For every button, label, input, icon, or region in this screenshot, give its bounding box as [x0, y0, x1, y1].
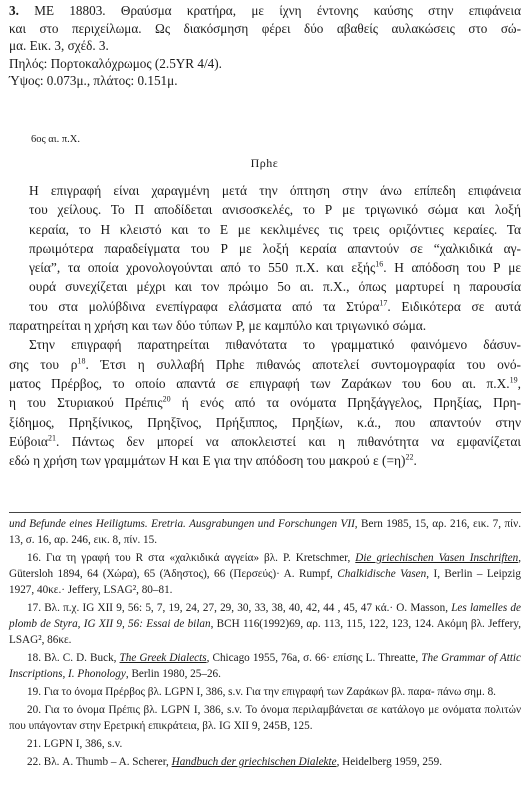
footnotes: [9, 516, 521, 772]
footnote-continuation: [9, 516, 521, 548]
text-fragment: Εύβοια: [9, 433, 48, 449]
footnote-divider: [9, 512, 521, 513]
footnote-ref-20[interactable]: 20: [162, 394, 171, 404]
text-fragment: ή ενός από τα ονόματα Πρηξάγγελος, Πρηξίας, Πρη-: [170, 395, 521, 411]
footnote-21: 21. LGPN I, 386, s.v.: [27, 738, 123, 750]
text-fragment: . Πάντως δεν μπορεί να αποκλειστεί και η πιθανότητα να εμφανίζεται: [55, 433, 521, 449]
date-label: 6ος αι. π.Χ.: [31, 134, 80, 145]
text-fragment: γεία”, τα οποία χρονολογούνται από το 550 π.Χ. και εξής: [29, 260, 376, 276]
footnote-20: 20. Για το όνομα Πρέπις βλ. LGPN I, 386, s.v. Το όνομα περιλαμβάνεται σε κατάλογο με ονόματα πολιτών που υπάγονταν στην Ερετρική επικράτεια, βλ. IG XII 9, 245B, 125.: [9, 704, 521, 732]
footnote-italic: The Grammar of Attic Inscriptions, I. Phonology: [9, 652, 521, 680]
text-line: Στην επιγραφή παρατηρείται πιθανότατα το γραμματικό φαινόμενο δάσυν-: [29, 337, 521, 353]
text-fragment: . Ειδικότερα σε αυτά: [387, 298, 521, 314]
footnote-text: , I, Berlin – Leipzig 1927, 40κε.· Jeffery, LSAG², 80–81.: [9, 568, 522, 596]
footnote-text: 17. Βλ. π.χ. IG XII 9, 56: 5, 7, 19, 24, 27, 29, 30, 33, 38, 40, 42, 44 , 45, 47 κά.· O. Masson,: [27, 602, 452, 614]
text-line: παρατηρείται η χρήση και των δύο τύπων Ρ, με καμπύλο και τριγωνικό σώμα.: [9, 318, 427, 334]
text-fragment: εδώ η χρήση των γραμμάτων Η και Ε για την απόδοση του μακρού ε (=η): [9, 453, 406, 469]
text-line: [9, 393, 521, 412]
text-fragment: ,: [517, 375, 521, 391]
text-line: [9, 374, 521, 393]
footnote-italic: Les lamelles de plomb de Styra, IG XII 9, 56: Essai de bilan: [9, 602, 521, 630]
text-line: [9, 432, 521, 451]
footnote-text: 16. Για τη γραφή του R στα «χαλκιδικά αγγεία» βλ. P. Kretschmer,: [27, 552, 356, 564]
catalog-line-1: [9, 2, 521, 20]
footnote-19: 19. Για το όνομα Πρέρβος βλ. LGPN I, 386, s.v. Για την επιγραφή των Ζαράκων βλ. παρα- πάνω σημ. 8.: [27, 686, 496, 698]
text-fragment: του στα μολύβδινα ενεπίγραφα ελάσματα από τα Στύρα: [29, 298, 380, 314]
footnote-italic: Handbuch der griechischen Dialekte: [171, 756, 337, 768]
text-line: ξίδημος, Πρηξίνικος, Πρηξῖνος, Πρήξιππος, Πρηξίων, κ.ά., που απαντούν στην: [9, 414, 521, 430]
footnote-ref-19[interactable]: 19: [509, 375, 518, 385]
footnote-text: , Berlin 1980, 25–26.: [125, 668, 221, 680]
text-fragment: . Έτσι η συλλαβή Πρhε πιθανώς αποτελεί συντομογραφία του ονό-: [85, 356, 521, 372]
catalog-line-3: μα. Εικ. 3, σχέδ. 3.: [9, 38, 109, 54]
text-fragment: ματος Πρέρβος, το οποίο απαντά σε επιγραφή των Ζαράκων του 6ου αι. π.Χ.: [9, 375, 510, 391]
text-line: [9, 451, 521, 470]
footnote-text: 18. Βλ. C. D. Buck,: [27, 652, 120, 664]
catalog-line-2: και στο περιχείλωμα. Ως διακόσμηση φέρει δύο αβαθείς αυλακώσεις στο σώ-: [9, 20, 521, 36]
text-line: ουρά συνεχίζεται μέχρι και τον πρώιμο 5ο αι. π.Χ., όπως μαρτυρεί η παρουσία: [29, 279, 521, 295]
text-line: του χείλους. Το Π αποδίδεται ανισοσκελές, το Ρ με τριγωνικό σώμα και λοξή: [29, 202, 521, 218]
text-line: Η επιγραφή είναι χαραγμένη μετά την όπτηση στην άνω επίπεδη επιφάνεια: [29, 183, 521, 198]
footnote-italic: und Befunde eines Heiligtums. Eretria. Ausgrabungen und Forschungen VII: [9, 518, 355, 530]
text-line: [9, 297, 521, 316]
text-fragment: η του Στυριακού Πρέπις: [9, 395, 163, 411]
text-line: κεραία, το Η κλειστό και το Ε με κεκλιμένες τις τρεις οριζόντιες κεραίες. Τα: [29, 221, 521, 237]
footnote-text: , BCH 116(1992)69, αρ. 113, 115, 122, 123, 124. Ακόμη βλ. Jeffery, LSAG², 86κε.: [9, 618, 521, 646]
footnote-text: 22. Βλ. A. Thumb – A. Scherer,: [27, 756, 172, 768]
footnote-ref-21[interactable]: 21: [47, 433, 56, 443]
footnote-text: , Chicago 1955, 76a, σ. 66· επίσης L. Threatte,: [206, 652, 422, 664]
inscription-text: Πρhε: [250, 156, 279, 170]
footnote-italic: Chalkidische Vasen: [337, 568, 427, 580]
footnote-17: [9, 600, 521, 648]
main-text: [9, 181, 521, 470]
text-line: πρωιμότερα παραδείγματα του Ρ με λοξή κεραία απαντούν σε “χαλκιδικά αγ-: [29, 240, 521, 256]
text-fragment: σης του ρ: [9, 356, 78, 372]
footnote-text: , Heidelberg 1959, 259.: [336, 756, 443, 768]
text-line: [9, 258, 521, 277]
footnote-italic: Die griechischen Vasen Inschriften: [355, 552, 519, 564]
catalog-dimensions: Ύψος: 0.073μ., πλάτος: 0.151μ.: [9, 73, 178, 89]
footnote-text: , Gütersloh 1894, 64 (Χώρα), 65 (Άδηστος), 66 (Περσεύς)· A. Rumpf,: [9, 552, 521, 580]
text-fragment: .: [413, 453, 417, 469]
catalog-entry: [9, 2, 521, 90]
footnote-22: [9, 754, 521, 770]
footnote-ref-22[interactable]: 22: [405, 452, 414, 462]
text-fragment: . Η απόδοση του Ρ με: [383, 260, 521, 276]
footnote-italic: The Greek Dialects: [119, 652, 207, 664]
catalog-clay: Πηλός: Πορτοκαλόχρωμος (2.5YR 4/4).: [9, 55, 222, 71]
footnote-ref-17[interactable]: 17: [379, 298, 388, 308]
catalog-number: 3.: [9, 3, 19, 18]
footnote-18: [9, 650, 521, 682]
footnote-text: , Bern 1985, 15, αρ. 216, εικ. 7, πίν. 13, σ. 16, αρ. 246, εικ. 8, πίν. 15.: [9, 518, 521, 546]
footnote-ref-16[interactable]: 16: [375, 259, 384, 269]
footnote-16: [9, 550, 521, 598]
museum-id: ΜΕ 18803.: [34, 3, 106, 18]
footnote-ref-18[interactable]: 18: [77, 356, 86, 366]
catalog-description: Θραύσμα κρατήρα, με ίχνη έντονης καύσης στην επιφάνεια: [120, 3, 521, 18]
text-line: [9, 355, 521, 374]
paragraph-2: [9, 335, 521, 470]
paragraph-1: [9, 181, 521, 335]
